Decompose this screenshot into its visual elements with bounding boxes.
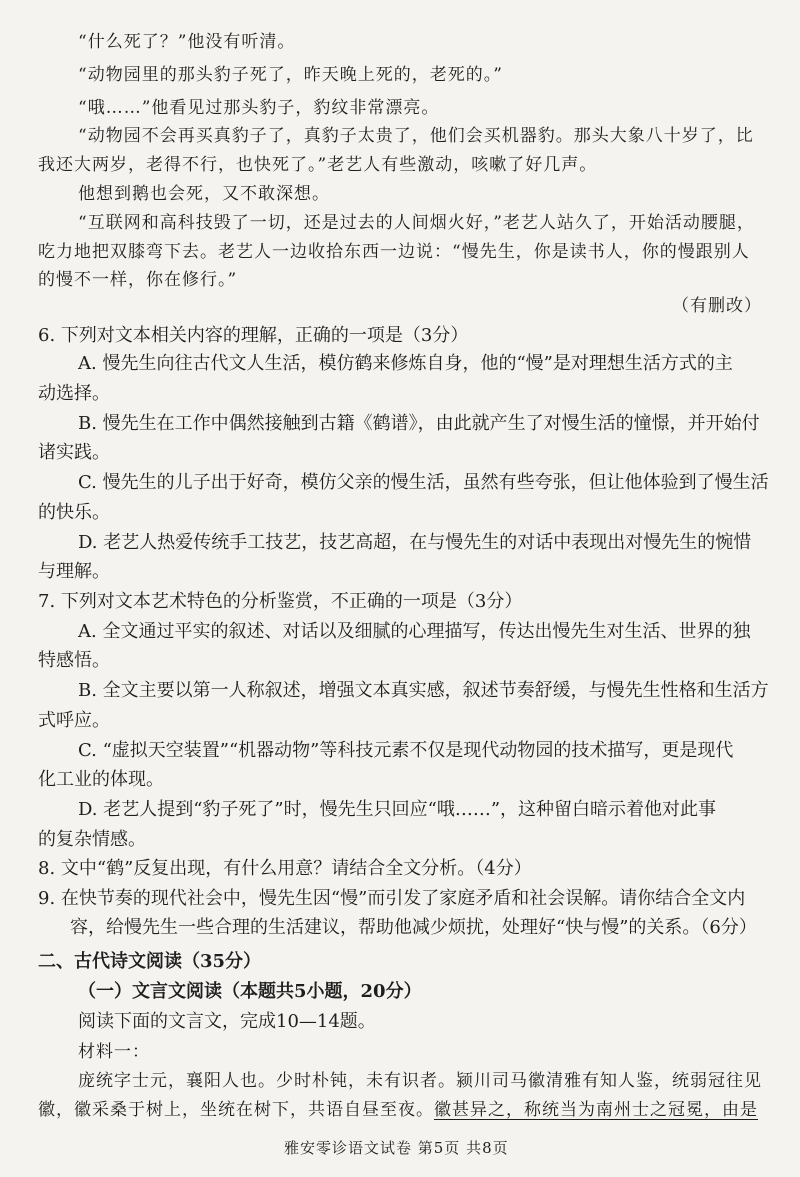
- story-line-8: 吃力地把双膝弯下去。老艺人一边收拾东西一边说：“慢先生，你是读书人，你的慢跟别人: [38, 242, 750, 262]
- story-line-1: “什么死了？”他没有听清。: [78, 32, 296, 52]
- q7-option-b-cont: 式呼应。: [38, 710, 110, 731]
- section-2-title: 二、古代诗文阅读（35分）: [38, 951, 262, 972]
- story-line-2: “动物园里的那头豹子死了，昨天晚上死的，老死的。”: [78, 65, 503, 85]
- q6-option-c-cont: 的快乐。: [38, 502, 110, 523]
- section-2-subtitle: （一）文言文阅读（本题共5小题，20分）: [78, 981, 422, 1002]
- q6-option-a-cont: 动选择。: [38, 383, 110, 404]
- classical-text-line-2: [38, 1098, 758, 1122]
- q6-option-b: B. 慢先生在工作中偶然接触到古籍《鹤谱》，由此就产生了对慢生活的憧憬，并开始付: [78, 413, 760, 434]
- page-footer: 雅安零诊语文试卷 第5页 共8页: [284, 1139, 509, 1157]
- q6-option-d-cont: 与理解。: [38, 561, 110, 582]
- q7-option-d-cont: 的复杂情感。: [38, 829, 146, 850]
- q7-option-c-cont: 化工业的体现。: [38, 769, 164, 790]
- q6-stem: 6. 下列对文本相关内容的理解，正确的一项是（3分）: [38, 325, 469, 346]
- edit-note: （有删改）: [672, 296, 762, 316]
- q7-option-a: A. 全文通过平实的叙述、对话以及细腻的心理描写，传达出慢先生对生活、世界的独: [78, 621, 751, 642]
- material-1-label: 材料一：: [78, 1042, 150, 1062]
- q7-stem: 7. 下列对文本艺术特色的分析鉴赏，不正确的一项是（3分）: [38, 591, 523, 612]
- q7-option-b: B. 全文主要以第一人称叙述，增强文本真实感，叙述节奏舒缓，与慢先生性格和生活方: [78, 680, 769, 701]
- q9-stem: 9. 在快节奏的现代社会中，慢先生因“慢”而引发了家庭矛盾和社会误解。请你结合全文内: [38, 888, 746, 909]
- story-line-5: 我还大两岁，老得不行，也快死了。”老艺人有些激动，咳嗽了好几声。: [38, 155, 598, 175]
- story-line-6: 他想到鹅也会死，又不敢深想。: [78, 184, 330, 204]
- q9-stem-cont: 容，给慢先生一些合理的生活建议，帮助他减少烦扰，处理好“快与慢”的关系。（6分）: [70, 917, 757, 938]
- classical-text-plain: 徽，徽采桑于树上，坐统在树下，共语自昼至夜。: [38, 1100, 434, 1120]
- q7-option-c: C. “虚拟天空装置”“机器动物”等科技元素不仅是现代动物园的技术描写，更是现代: [78, 740, 734, 761]
- classical-text-underlined: 徽甚异之，称统当为南州士之冠冕，由是: [434, 1100, 758, 1120]
- classical-text-line-1: 庞统字士元，襄阳人也。少时朴钝，未有识者。颍川司马徽清雅有知人鉴，统弱冠往见: [78, 1071, 762, 1091]
- story-line-4: “动物园不会再买真豹子了，真豹子太贵了，他们会买机器豹。那头大象八十岁了，比: [78, 126, 754, 146]
- q8-stem: 8. 文中“鹤”反复出现，有什么用意？请结合全文分析。（4分）: [38, 858, 532, 879]
- q7-option-a-cont: 特感悟。: [38, 650, 110, 671]
- story-line-9: 的慢不一样，你在修行。”: [38, 270, 238, 290]
- q6-option-d: D. 老艺人热爱传统手工技艺，技艺高超，在与慢先生的对话中表现出对慢先生的惋惜: [78, 532, 752, 553]
- story-line-3: “哦……”他看见过那头豹子，豹纹非常漂亮。: [78, 98, 440, 118]
- q6-option-c: C. 慢先生的儿子出于好奇，模仿父亲的慢生活，虽然有些夸张，但让他体验到了慢生活: [78, 472, 769, 493]
- q7-option-d: D. 老艺人提到“豹子死了”时，慢先生只回应“哦……”，这种留白暗示着他对此事: [78, 799, 717, 820]
- q6-option-a: A. 慢先生向往古代文人生活，模仿鹤来修炼自身，他的“慢”是对理想生活方式的主: [78, 353, 733, 374]
- section-2-instruction: 阅读下面的文言文，完成10—14题。: [78, 1011, 376, 1032]
- story-line-7: “互联网和高科技毁了一切，还是过去的人间烟火好，”老艺人站久了，开始活动腰腿，: [78, 213, 755, 233]
- q6-option-b-cont: 诸实践。: [38, 442, 110, 463]
